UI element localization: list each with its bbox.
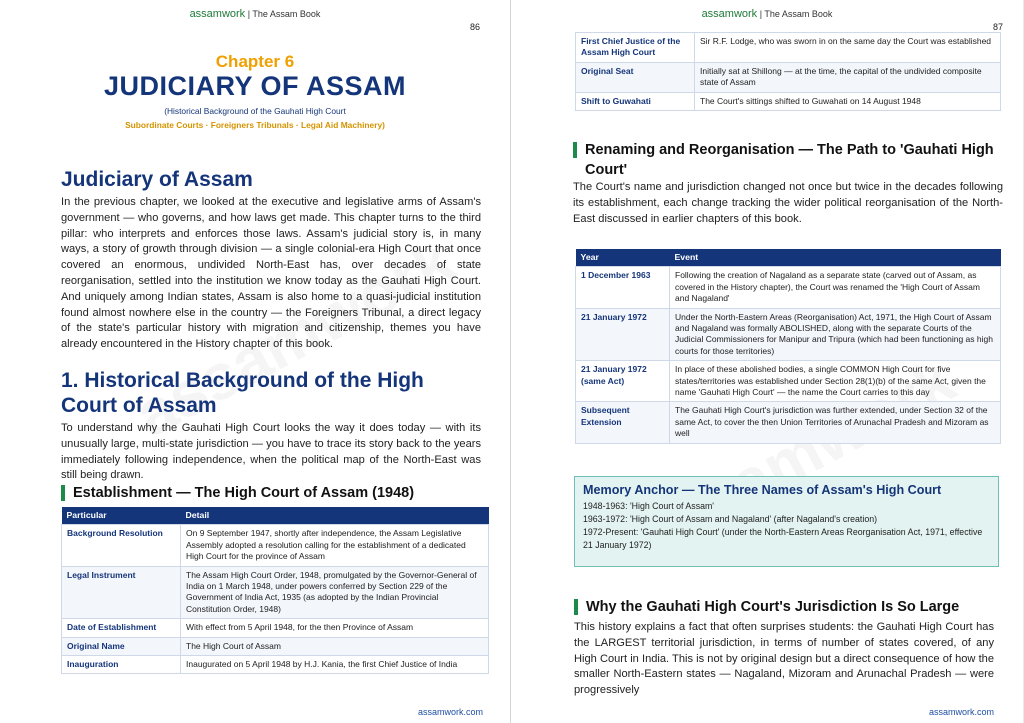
table-cell-value: Sir R.F. Lodge, who was sworn in on the same day the Court was established (695, 33, 1001, 63)
table-cell-key: Inauguration (62, 656, 181, 674)
table-cell-event: The Gauhati High Court's jurisdiction was further extended, under Section 32 of the same Act, to cover the then Union Territories of Arunachal Pradesh and Mizoram as well (670, 402, 1001, 443)
table-cell-key: Shift to Guwahati (576, 92, 695, 110)
chapter-title: JUDICIARY OF ASSAM (103, 71, 407, 101)
table-cell-value: With effect from 5 April 1948, for the then Province of Assam (181, 619, 489, 637)
table-cell-year: 21 January 1972 (576, 308, 670, 361)
table-cell-year: 1 December 1963 (576, 267, 670, 308)
table-cell-key: Original Seat (576, 62, 695, 92)
table-row (576, 308, 1001, 361)
section-heading-historical: 1. Historical Background of the High Court of Assam (61, 369, 424, 417)
memory-anchor-box (574, 476, 999, 567)
table-cell-value: The Assam High Court Order, 1948, promulgated by the Governor-General of India on 1 March 1948, under powers conferred by Section 229 of the Government of India Act, 1935 (as adopted by the Indian Provincial Constitution Order, 1948) (181, 566, 489, 619)
table-cell-year: 21 January 1972 (same Act) (576, 361, 670, 402)
section-heading: Judiciary of Assam (61, 168, 253, 191)
renaming-events-table (575, 249, 1001, 444)
footer-link[interactable]: assamwork.com (929, 707, 995, 717)
brand-name: assamwork (701, 8, 758, 20)
table-row (576, 33, 1001, 63)
table-header: Event (670, 249, 1001, 267)
subsection-heading-establishment: Establishment — The High Court of Assam (1948) (61, 483, 481, 503)
chapter-subtitle: (Historical Background of the Gauhati High Court (164, 106, 346, 116)
table-cell-key: First Chief Justice of the Assam High Court (576, 33, 695, 63)
memory-anchor-title: Memory Anchor — The Three Names of Assam's High Court (583, 483, 942, 497)
memory-anchor-line: 1963-1972: 'High Court of Assam and Nagaland' (after Nagaland's creation) (583, 514, 878, 524)
table-cell-key: Original Name (62, 637, 181, 655)
memory-anchor-line: 1972-Present: 'Gauhati High Court' (under the North-Eastern Areas Reorganisation Act, 1971, effective 21 January 1972) (583, 527, 983, 550)
footer-link[interactable]: assamwork.com (418, 707, 484, 717)
subsection-heading-renaming: Renaming and Reorganisation — The Path to 'Gauhati High Court' (573, 140, 1003, 180)
table-row (62, 566, 489, 619)
left-page (0, 0, 511, 723)
table-header: Detail (181, 507, 489, 525)
table-row (576, 361, 1001, 402)
court-details-table (575, 32, 1001, 111)
table-cell-value: On 9 September 1947, shortly after independence, the Assam Legislative Assembly adopted a resolution calling for the establishment of a dedicated High Court for the province of Assam (181, 525, 489, 566)
table-cell-value: Initially sat at Shillong — at the time, the capital of the undivided composite state of Assam (695, 62, 1001, 92)
running-header: assamwork | The Assam Book (189, 8, 321, 20)
page-number: 87 (992, 22, 1003, 32)
memory-anchor-line: 1948-1963: 'High Court of Assam' (583, 501, 714, 511)
intro-paragraph: In the previous chapter, we looked at the executive and legislative arms of Assam's government — who governs, and how laws get made. This chapter turns to the third pillar: who interprets and enforces those laws. Assam's judicial story is, in many ways, a story of growth through division — a single colonial-era High Court that once covered an enormous, undivided North-East has, over decades of state reorganisation, settled into the institution we know today as the Gauhati High Court. And uniquely among Indian states, Assam is also home to a quasi-judicial institution found almost nowhere else in the country — the Foreigners Tribunal, a direct legacy of the state's particular history with migration and citizenship, themes you have already encountered in the History chapter of this book. (61, 196, 481, 351)
table-cell-value: Inaugurated on 5 April 1948 by H.J. Kania, the first Chief Justice of India (181, 656, 489, 674)
chapter-label: Chapter 6 (215, 52, 295, 71)
historical-paragraph: To understand why the Gauhati High Court looks the way it does today — with its unusually large, multi-state jurisdiction — you have to trace its story back to the years immediately following independence, when the political map of the North-East was still being drawn. (61, 422, 481, 482)
table-row (62, 619, 489, 637)
table-cell-value: The Court's sittings shifted to Guwahati on 14 August 1948 (695, 92, 1001, 110)
book-name: The Assam Book (252, 9, 321, 19)
page-number: 86 (469, 22, 480, 32)
table-row (62, 525, 489, 566)
establishment-table (61, 507, 489, 674)
table-cell-event: Following the creation of Nagaland as a separate state (carved out of Assam, as covered in the History chapter), the Court was renamed the 'High Court of Assam and Nagaland' (670, 267, 1001, 308)
running-header: assamwork | The Assam Book (701, 8, 833, 20)
subsection-heading-jurisdiction: Why the Gauhati High Court's Jurisdiction Is So Large (574, 597, 1004, 617)
table-row (576, 267, 1001, 308)
table-row (576, 92, 1001, 110)
table-row (62, 637, 489, 655)
table-row (576, 62, 1001, 92)
table-header: Year (576, 249, 670, 267)
table-cell-key: Legal Instrument (62, 566, 181, 619)
chapter-subtitle-topics: Subordinate Courts · Foreigners Tribunals · Legal Aid Machinery) (125, 120, 385, 130)
book-name: The Assam Book (764, 9, 833, 19)
jurisdiction-paragraph: This history explains a fact that often surprises students: the Gauhati High Court has the LARGEST territorial jurisdiction, in terms of number of states covered, of any High Court in India. This is not by original design but a direct consequence of how the smaller North-Eastern states — Nagaland, Mizoram and Arunachal Pradesh — were progressively (574, 621, 994, 697)
table-cell-value: The High Court of Assam (181, 637, 489, 655)
table-cell-key: Date of Establishment (62, 619, 181, 637)
brand-name: assamwork (189, 8, 246, 20)
table-cell-key: Background Resolution (62, 525, 181, 566)
renaming-paragraph: The Court's name and jurisdiction changed not once but twice in the decades following its establishment, each change tracking the wider political reorganisation of the North-East discussed in earlier chapters of this book. (573, 181, 1003, 225)
table-header: Particular (62, 507, 181, 525)
table-cell-event: In place of these abolished bodies, a single COMMON High Court for five states/territories was established under Section 28(1)(b) of the same Act, given the name 'Gauhati High Court' — the name the Court carries to this day (670, 361, 1001, 402)
table-cell-event: Under the North-Eastern Areas (Reorganisation) Act, 1971, the High Court of Assam and Nagaland was formally ABOLISHED, along with the separate Courts of the Judicial Commissioners for Manipur and Tripura (which had been functioning as high courts for those territories) (670, 308, 1001, 361)
table-cell-year: Subsequent Extension (576, 402, 670, 443)
table-row (62, 656, 489, 674)
table-row (576, 402, 1001, 443)
